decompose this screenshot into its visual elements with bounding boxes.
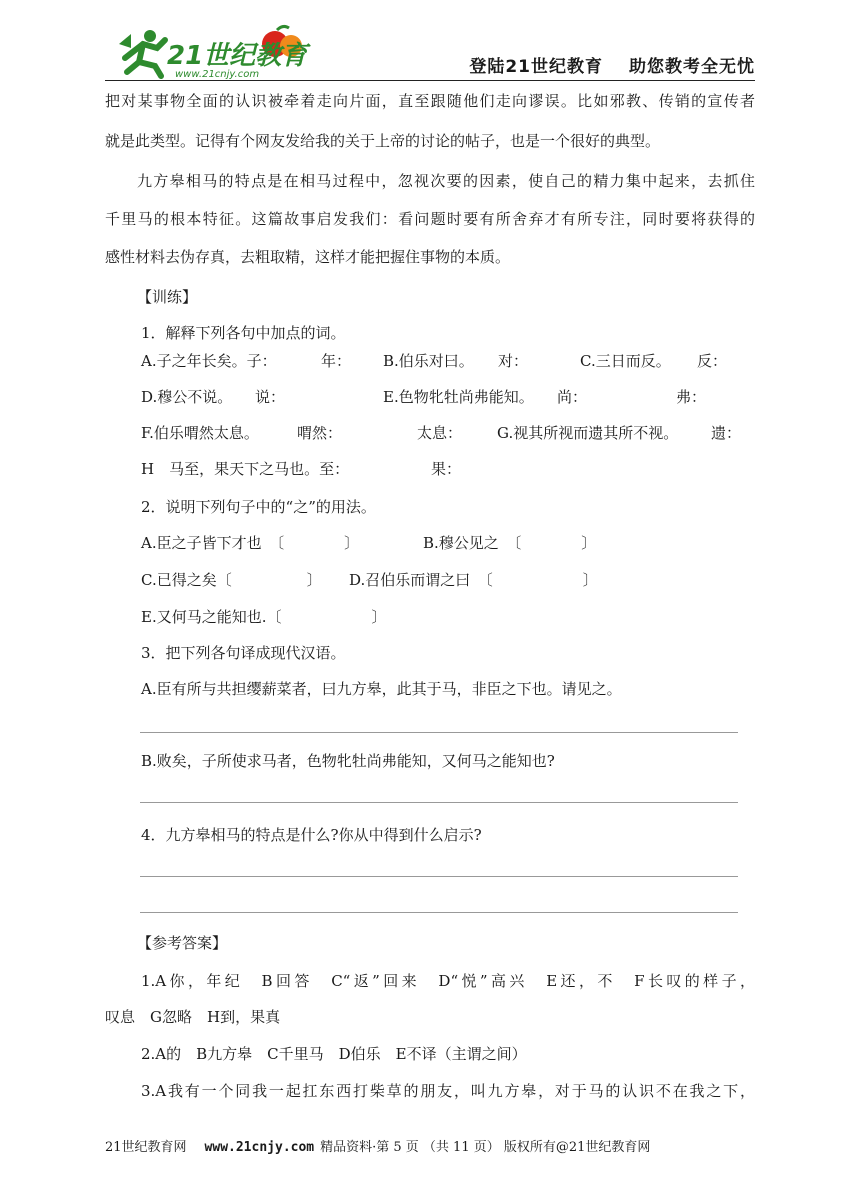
answer-2-line: 2.A的 B九方皋 C千里马 D伯乐 E不译（主谓之间） — [141, 1045, 527, 1063]
question-3-title: 3．把下列各句译成现代汉语。 — [141, 644, 346, 662]
answer-line — [140, 802, 738, 803]
answer-1-line: 叹息 G忽略 H到，果真 — [105, 1008, 281, 1026]
answer-1-line: 1.A你，年纪 B回答 C“返”回来 D“悦”高兴 E还，不 F长叹的样子， — [141, 972, 755, 990]
logo-graphic — [105, 22, 320, 80]
page-header — [105, 22, 755, 82]
q2-item-d: D.召伯乐而谓之曰 〔 〕 — [349, 571, 598, 589]
q1-item-c-fan: 反： — [697, 352, 728, 370]
q1-item-g-yi: 遗： — [711, 424, 742, 442]
q3-item-b: B.败矣，子所使求马者，色物牝牡尚弗能知，又何马之能知也? — [141, 752, 555, 770]
footer-site-name: 21世纪教育网 — [105, 1140, 187, 1155]
q1-item-b: B.伯乐对曰。 — [383, 352, 474, 370]
svg-text:www.21cnjy.com: www.21cnjy.com — [175, 69, 260, 80]
q1-item-e-shang: 尚： — [557, 388, 588, 406]
answer-line — [140, 912, 738, 913]
question-2-title: 2．说明下列句子中的“之”的用法。 — [141, 498, 376, 516]
q1-item-h-guo: 果： — [431, 460, 462, 478]
q2-item-e: E.又何马之能知也.〔 〕 — [141, 608, 387, 626]
section-heading-training: 【训练】 — [137, 288, 198, 306]
q1-item-d-yue: 说： — [255, 388, 286, 406]
q1-item-b-dui: 对： — [498, 352, 529, 370]
paragraph-line: 感性材料去伪存真，去粗取精，这样才能把握住事物的本质。 — [105, 248, 511, 266]
section-heading-answers: 【参考答案】 — [137, 934, 228, 952]
q1-item-e: E.色物牝牡尚弗能知。 — [383, 388, 534, 406]
q3-item-a: A.臣有所与共担缨薪菜者，曰九方皋，此其于马，非臣之下也。请见之。 — [141, 680, 622, 698]
slogan-right: 助您教考全无忧 — [629, 57, 755, 77]
q1-item-f: F.伯乐喟然太息。 — [141, 424, 259, 442]
q1-item-a-nian: 年： — [321, 352, 352, 370]
q1-item-c: C.三日而反。 — [580, 352, 671, 370]
q2-item-b: B.穆公见之 〔 〕 — [423, 534, 597, 552]
q1-item-h: H 马至，果天下之马也。至： — [141, 460, 350, 478]
slogan-left: 登陆21世纪教育 — [469, 57, 603, 77]
header-rule — [105, 80, 755, 81]
q2-item-a: A.臣之子皆下才也 〔 〕 — [141, 534, 360, 552]
answer-line — [140, 876, 738, 877]
q1-item-g: G.视其所视而遗其所不视。 — [497, 424, 679, 442]
footer-url[interactable]: www.21cnjy.com — [204, 1140, 315, 1155]
header-slogan — [469, 52, 755, 77]
site-logo — [105, 22, 320, 80]
paragraph-line: 就是此类型。记得有个网友发给我的关于上帝的讨论的帖子，也是一个很好的典型。 — [105, 132, 661, 150]
paragraph-line: 九方皋相马的特点是在相马过程中，忽视次要的因素，使自己的精力集中起来，去抓住 — [137, 172, 755, 190]
svg-text:21世纪教育: 21世纪教育 — [167, 41, 308, 71]
answer-3-line: 3.A我有一个同我一起扛东西打柴草的朋友，叫九方皋，对于马的认识不在我之下， — [141, 1082, 755, 1100]
q1-item-a: A.子之年长矣。子： — [141, 352, 277, 370]
question-1-title: 1．解释下列各句中加点的词。 — [141, 324, 346, 342]
q1-item-d: D.穆公不说。 — [141, 388, 233, 406]
page-footer — [105, 1136, 650, 1155]
q1-item-e-fu: 弗： — [676, 388, 707, 406]
q1-item-f-kuiran: 喟然： — [297, 424, 343, 442]
paragraph-line: 千里马的根本特征。这篇故事启发我们：看问题时要有所舍弃才有所专注，同时要将获得的 — [105, 210, 755, 228]
question-4-title: 4．九方皋相马的特点是什么?你从中得到什么启示? — [141, 826, 482, 844]
footer-page-info: 精品资料·第 5 页 （共 11 页） 版权所有@21世纪教育网 — [320, 1140, 651, 1155]
answer-line — [140, 732, 738, 733]
q1-item-f-taixi: 太息： — [417, 424, 463, 442]
q2-item-c: C.已得之矣〔 〕 — [141, 571, 322, 589]
paragraph-line: 把对某事物全面的认识被牵着走向片面，直至跟随他们走向谬误。比如邪教、传销的宣传者 — [105, 92, 755, 110]
